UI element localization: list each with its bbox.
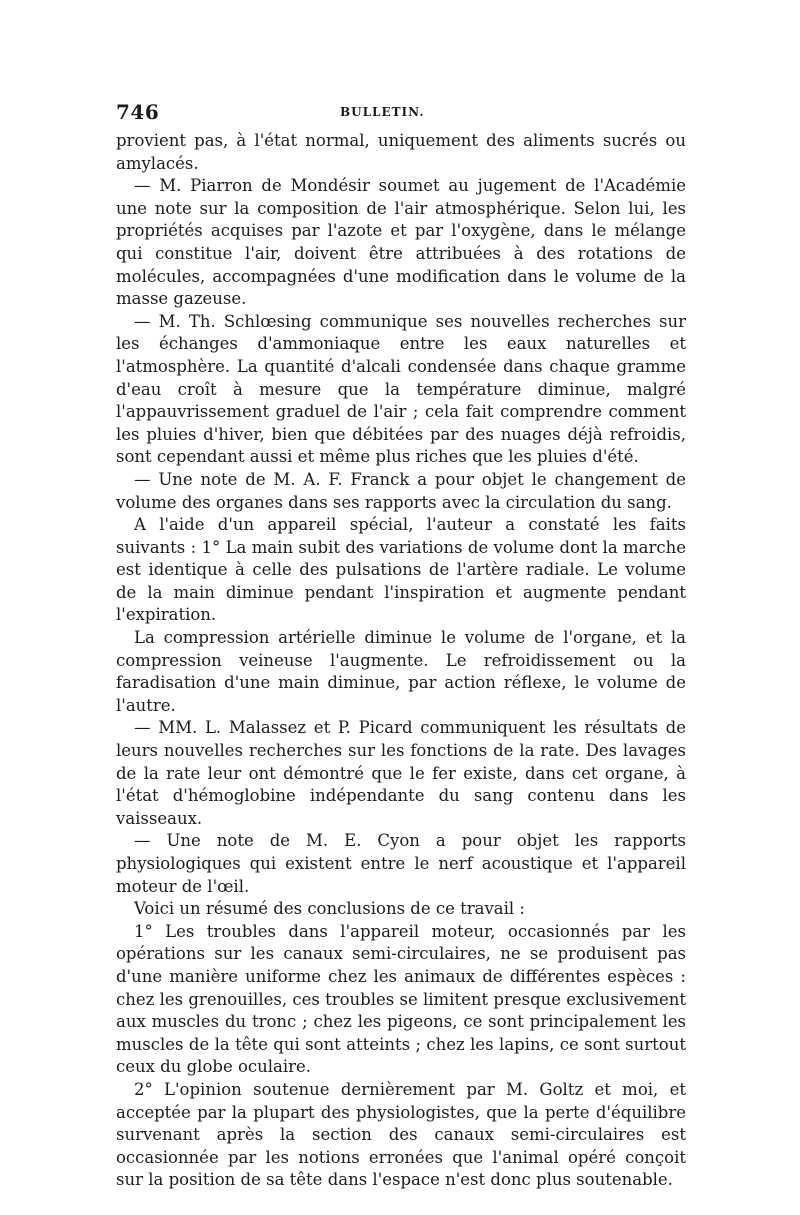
paragraph-conclusion-1: 1° Les troubles dans l'appareil moteur, occasionnés par les opérations sur les canaux semi-circulaires, ne se produisent pas d'une manière uniforme chez les animaux de différentes espèces : chez les grenouilles, ces troubles se limitent presque exclusivement aux muscles du tronc ; chez les pigeons, ce sont principalement les muscles de la tête qui sont atteints ; chez les lapins, ce sont surtout ceux du globe oculaire.: [116, 921, 686, 1077]
paragraph-summary-intro: Voici un résumé des conclusions de ce travail :: [134, 899, 525, 919]
paragraph-franck: — Une note de M. A. F. Franck a pour objet le changement de volume des organes dans ses rapports avec la circulation du sang.: [116, 469, 686, 512]
paragraph-compression: La compression artérielle diminue le volume de l'organe, et la compression veineuse l'augmente. Le refroidissement ou la faradisation d'une main diminue, par action réflexe, le volume de l'autre.: [116, 628, 686, 715]
body-text: [116, 130, 686, 1192]
running-title: BULLETIN.: [340, 105, 425, 119]
paragraph-franck-results: A l'aide d'un appareil spécial, l'auteur a constaté les faits suivants : 1° La main subit des variations de volume dont la marche est identique à celle des pulsations de l'artère radiale. Le volume de la main diminue pendant l'inspiration et augmente pendant l'expiration.: [116, 515, 686, 625]
paragraph-schloesing: — M. Th. Schlœsing communique ses nouvelles recherches sur les échanges d'ammoniaque entre les eaux naturelles et l'atmosphère. La quantité d'alcali condensée dans chaque gramme d'eau croît à mesure que la température diminue, malgré l'appauvrissement graduel de l'air ; cela fait comprendre comment les pluies d'hiver, bien que débitées par des nuages déjà refroidis, sont cependant aussi et même plus riches que les pluies d'été.: [116, 311, 686, 467]
page-header: [116, 100, 686, 126]
paragraph-malassez-picard: — MM. L. Malassez et P. Picard communiquent les résultats de leurs nouvelles recherches sur les fonctions de la rate. Des lavages de la rate leur ont démontré que le fer existe, dans cet organe, à l'état d'hémoglobine indépendante du sang contenu dans les vaisseaux.: [116, 718, 686, 828]
page-number: 746: [116, 100, 160, 124]
paragraph-continuation: provient pas, à l'état normal, uniquement des aliments sucrés ou amylacés.: [116, 131, 686, 173]
paragraph-cyon: — Une note de M. E. Cyon a pour objet les rapports physiologiques qui existent entre le nerf acoustique et l'appareil moteur de l'œil.: [116, 831, 686, 896]
paragraph-piarron: — M. Piarron de Mondésir soumet au jugement de l'Académie une note sur la composition de l'air atmosphérique. Selon lui, les propriétés acquises par l'azote et par l'oxygène, dans le mélange qui constitue l'air, doivent être attribuées à des rotations de molécules, accompagnées d'une modification dans le volume de la masse gazeuse.: [116, 176, 686, 309]
paragraph-conclusion-2: 2° L'opinion soutenue dernièrement par M. Goltz et moi, et acceptée par la plupart des physiologistes, que la perte d'équilibre survenant après la section des canaux semi-circulaires est occasionnée par les notions erronées que l'animal opéré conçoit sur la position de sa tête dans l'espace n'est donc plus soutenable.: [116, 1079, 686, 1190]
